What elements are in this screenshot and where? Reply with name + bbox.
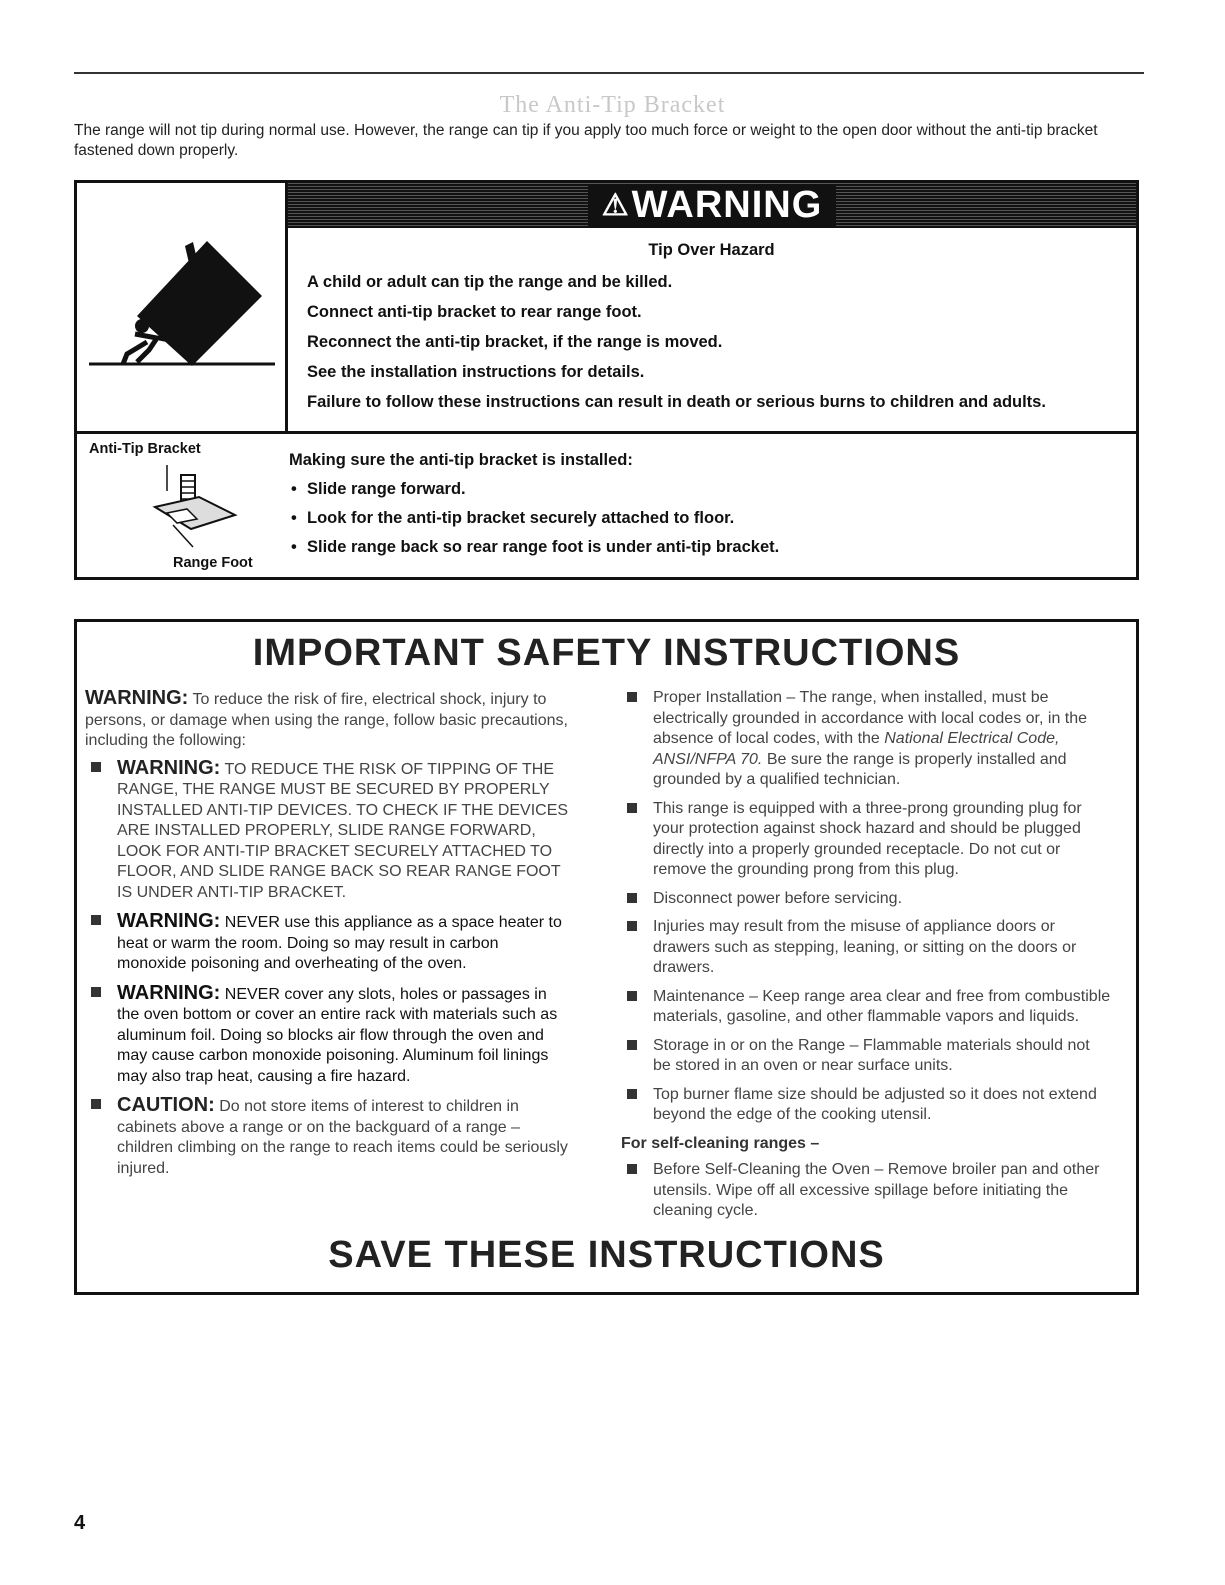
square-bullet-icon bbox=[627, 991, 637, 1001]
safety-item-text: Storage in or on the Range – Flammable materials should not be stored in an oven or near surface units. bbox=[653, 1036, 1090, 1074]
warning-keyword: WARNING: bbox=[117, 756, 221, 779]
divider bbox=[77, 431, 1136, 434]
safety-item bbox=[85, 758, 571, 904]
safety-item-text: NEVER use this appliance as a space heater to heat or warm the room. Doing so may result in carbon monoxide poisoning and overheating of the oven. bbox=[117, 914, 562, 972]
safety-item-text: This range is equipped with a three-prong grounding plug for your protection against shock hazard and should be plugged directly into a properly grounded receptacle. Do not cut or remove the grounding prong from this plug. bbox=[653, 799, 1082, 878]
hazard-line: Reconnect the anti-tip bracket, if the range is moved. bbox=[307, 333, 723, 351]
safety-item bbox=[621, 987, 1111, 1028]
making-sure-section bbox=[289, 451, 779, 567]
warning-keyword: WARNING: bbox=[117, 910, 221, 932]
safety-item-text: Be sure the range is properly installed and grounded by a qualified technician. bbox=[653, 750, 1067, 788]
tip-over-warning-box bbox=[74, 180, 1139, 580]
safety-title: IMPORTANT SAFETY INSTRUCTIONS bbox=[252, 632, 961, 674]
hazard-text bbox=[307, 241, 1116, 423]
page-number: 4 bbox=[74, 1512, 86, 1534]
square-bullet-icon bbox=[91, 915, 101, 925]
code-reference: National Electrical Code, ANSI/NFPA 70. bbox=[653, 730, 1060, 768]
important-safety-box bbox=[74, 619, 1139, 1295]
square-bullet-icon bbox=[627, 692, 637, 702]
safety-item-text: Proper Installation – The range, when installed, must be electrically grounded in accordance with local codes or, in the absence of local codes, with the bbox=[653, 689, 1088, 747]
hazard-line: A child or adult can tip the range and be killed. bbox=[307, 273, 673, 291]
alert-triangle-icon: ⚠ bbox=[601, 189, 630, 222]
square-bullet-icon bbox=[627, 1164, 637, 1174]
safety-item-text: Disconnect power before servicing. bbox=[653, 889, 903, 907]
square-bullet-icon bbox=[627, 921, 637, 931]
safety-item-text: Before Self-Cleaning the Oven – Remove broiler pan and other utensils. Wipe off all excessive spillage before initiating the cleaning cycle. bbox=[653, 1161, 1100, 1219]
safety-item bbox=[621, 889, 1111, 910]
hazard-title: Tip Over Hazard bbox=[648, 241, 775, 259]
tipping-range-illustration bbox=[87, 238, 277, 378]
section-title: The Anti-Tip Bracket bbox=[499, 92, 726, 118]
anti-tip-bracket-label: Anti-Tip Bracket bbox=[89, 441, 201, 457]
square-bullet-icon bbox=[627, 803, 637, 813]
safety-item-text: Maintenance – Keep range area clear and free from combustible materials, gasoline, and other flammable vapors and liquids. bbox=[653, 987, 1111, 1025]
save-instructions-title: SAVE THESE INSTRUCTIONS bbox=[328, 1234, 885, 1276]
anti-tip-bracket-illustration bbox=[137, 463, 247, 553]
safety-item-text: Top burner flame size should be adjusted so it does not extend beyond the edge of the cooking utensil. bbox=[653, 1085, 1097, 1123]
safety-item-text: TO REDUCE THE RISK OF TIPPING OF THE RANGE, THE RANGE MUST BE SECURED BY PROPERLY INSTALLED ANTI-TIP DEVICES. TO CHECK IF THE DEVICES ARE INSTALLED PROPERLY, SLIDE RANGE FORWARD, LOOK FOR ANTI-TIP BRACKET SECURELY ATTACHED TO FLOOR, AND SLIDE RANGE BACK SO REAR RANGE FOOT IS UNDER ANTI-TIP BRACKET. bbox=[117, 760, 569, 901]
warning-keyword: WARNING: bbox=[85, 687, 189, 709]
hazard-line: See the installation instructions for details. bbox=[307, 363, 645, 381]
square-bullet-icon bbox=[627, 1040, 637, 1050]
safety-item bbox=[621, 1085, 1111, 1126]
square-bullet-icon bbox=[91, 1099, 101, 1109]
safety-intro bbox=[85, 688, 571, 752]
top-rule bbox=[74, 72, 1144, 74]
self-cleaning-heading: For self-cleaning ranges – bbox=[621, 1134, 820, 1152]
making-sure-item: • Look for the anti-tip bracket securely attached to floor. bbox=[289, 509, 779, 528]
safety-item bbox=[85, 911, 571, 975]
safety-item bbox=[621, 1036, 1111, 1077]
range-foot-label: Range Foot bbox=[173, 555, 253, 571]
hazard-line: Connect anti-tip bracket to rear range foot. bbox=[307, 303, 642, 321]
warning-banner bbox=[288, 183, 1136, 228]
safety-left-column bbox=[85, 688, 571, 1187]
safety-item bbox=[85, 1095, 571, 1179]
safety-item bbox=[621, 917, 1111, 979]
safety-item bbox=[85, 983, 571, 1088]
safety-item-text: Injuries may result from the misuse of appliance doors or drawers such as stepping, leaning, or sitting on the doors or drawers. bbox=[653, 918, 1077, 976]
square-bullet-icon bbox=[627, 1089, 637, 1099]
safety-item bbox=[621, 799, 1111, 881]
making-sure-item: • Slide range back so rear range foot is under anti-tip bracket. bbox=[289, 538, 779, 557]
safety-item-text: NEVER cover any slots, holes or passages in the oven bottom or cover an entire rack with materials such as aluminum foil. Doing so blocks air flow through the oven and may cause carbon monoxide poisoning. Aluminum foil linings may also trap heat, causing a fire hazard. bbox=[117, 985, 558, 1085]
safety-item-text: Do not store items of interest to children in cabinets above a range or on the backguard of a range – children climbing on the range to reach items could be seriously injured. bbox=[117, 1098, 568, 1177]
warning-keyword: WARNING: bbox=[117, 981, 221, 1004]
square-bullet-icon bbox=[627, 893, 637, 903]
safety-item bbox=[621, 688, 1111, 791]
making-sure-title: Making sure the anti-tip bracket is installed: bbox=[289, 451, 633, 469]
making-sure-item: • Slide range forward. bbox=[289, 480, 779, 499]
square-bullet-icon bbox=[91, 762, 101, 772]
safety-item bbox=[621, 1160, 1111, 1222]
caution-keyword: CAUTION: bbox=[117, 1094, 215, 1116]
hazard-line: Failure to follow these instructions can result in death or serious burns to children and adults. bbox=[307, 393, 1046, 411]
warning-banner-label: WARNING bbox=[631, 184, 823, 226]
safety-right-column bbox=[621, 688, 1111, 1230]
intro-paragraph: The range will not tip during normal use. However, the range can tip if you apply too much force or weight to the open door without the anti-tip bracket fastened down properly. bbox=[74, 122, 1098, 159]
safety-intro-text: To reduce the risk of fire, electrical shock, injury to persons, or damage when using the range, follow basic precautions, including the following: bbox=[85, 691, 568, 749]
square-bullet-icon bbox=[91, 987, 101, 997]
